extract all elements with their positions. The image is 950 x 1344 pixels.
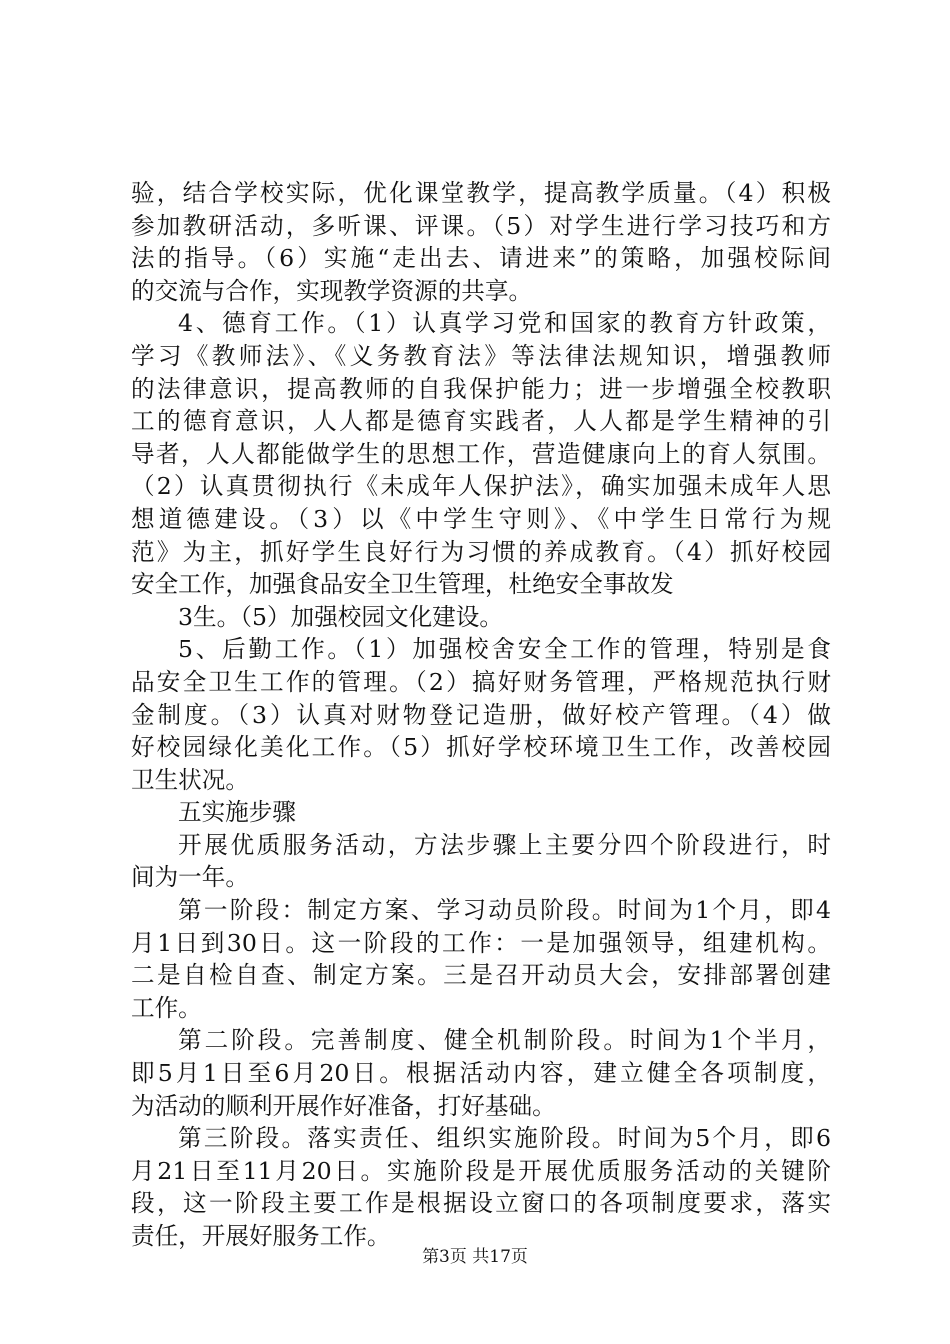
text-line: 范》为主，抓好学生良好行为习惯的养成教育。（4）抓好校园 (131, 537, 831, 566)
text-line: 的法律意识，提高教师的自我保护能力；进一步增强全校教职 (131, 374, 831, 403)
text-line: 责任，开展好服务工作。 (131, 1222, 391, 1250)
text-line: 月21日至11月20日。实施阶段是开展优质服务活动的关键阶 (131, 1156, 831, 1185)
text-line: 卫生状况。 (131, 765, 249, 794)
text-line: 即5月1日至6月20日。根据活动内容，建立健全各项制度， (131, 1059, 831, 1088)
text-line: 工的德育意识，人人都是德育实践者，人人都是学生精神的引 (131, 407, 831, 436)
text-line: 二是自检自查、制定方案。三是召开动员大会，安排部署创建 (131, 961, 831, 990)
text-line: 的交流与合作，实现教学资源的共享。 (131, 276, 533, 305)
text-line: 五实施步骤 (178, 798, 296, 827)
text-line: 好校园绿化美化工作。（5）抓好学校环境卫生工作，改善校园 (131, 733, 831, 762)
text-line: 参加教研活动，多听课、评课。（5）对学生进行学习技巧和方 (131, 211, 831, 240)
text-line: 3生。（5）加强校园文化建设。 (178, 602, 503, 631)
text-line: 开展优质服务活动，方法步骤上主要分四个阶段进行，时 (178, 830, 831, 859)
text-line: 段，这一阶段主要工作是根据设立窗口的各项制度要求，落实 (131, 1189, 831, 1218)
text-line: 5、后勤工作。（1）加强校舍安全工作的管理，特别是食 (178, 635, 831, 664)
text-line: 间为一年。 (131, 863, 249, 892)
text-line: 法的指导。（6）实施“走出去、请进来”的策略，加强校际间 (131, 244, 831, 273)
text-line: 工作。 (131, 993, 202, 1022)
text-line: 验，结合学校实际，优化课堂教学，提高教学质量。（4）积极 (131, 179, 831, 207)
text-line: 第三阶段。落实责任、组织实施阶段。时间为5个月，即6 (178, 1124, 831, 1153)
text-line: 月1日到30日。这一阶段的工作：一是加强领导，组建机构。 (131, 928, 831, 957)
text-line: 4、德育工作。（1）认真学习党和国家的教育方针政策， (178, 309, 831, 338)
document-body (131, 177, 831, 1253)
text-line: 第一阶段：制定方案、学习动员阶段。时间为1个月，即4 (178, 896, 831, 925)
text-line: 想道德建设。（3）以《中学生守则》、《中学生日常行为规 (131, 504, 831, 533)
text-line: 导者，人人都能做学生的思想工作，营造健康向上的育人氛围。 (131, 439, 831, 468)
text-line: 品安全卫生工作的管理。（2）搞好财务管理，严格规范执行财 (131, 667, 831, 696)
page-footer: 第3页 共17页 (422, 1247, 528, 1267)
text-line: 金制度。（3）认真对财物登记造册，做好校产管理。（4）做 (131, 700, 831, 729)
text-line: 安全工作，加强食品安全卫生管理，杜绝安全事故发 (131, 570, 674, 599)
text-line: 第二阶段。完善制度、健全机制阶段。时间为1个半月， (178, 1026, 831, 1055)
text-line: 学习《教师法》、《义务教育法》等法律法规知识，增强教师 (131, 341, 831, 370)
text-line: （2）认真贯彻执行《未成年人保护法》，确实加强未成年人思 (131, 472, 831, 501)
text-line: 为活动的顺利开展作好准备，打好基础。 (131, 1091, 556, 1120)
